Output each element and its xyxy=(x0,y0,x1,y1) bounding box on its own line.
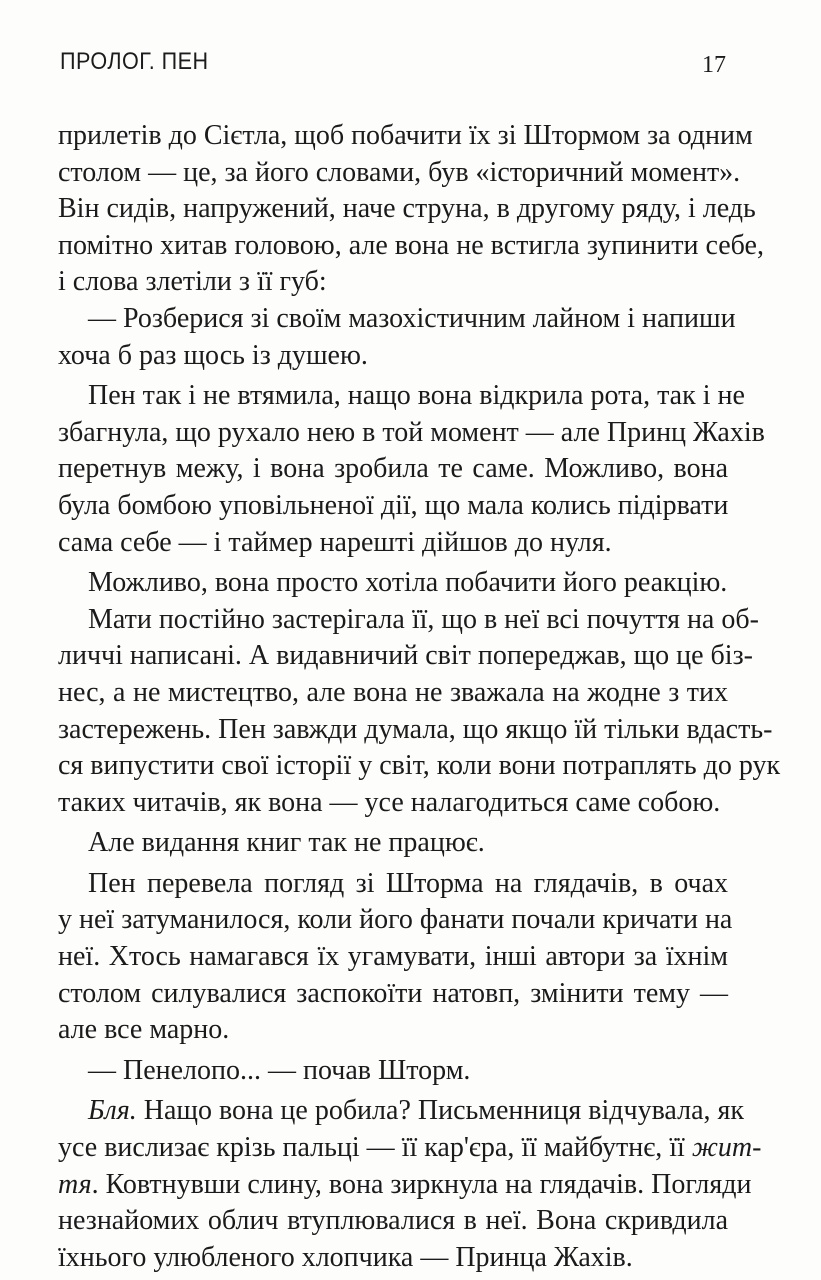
text-line: неї. Хтось намагався їх угамувати, інші автори за їхнім xyxy=(58,941,728,973)
text-line: Мати постійно застерігала її, що в неї всі почуття на об- xyxy=(88,603,759,635)
text-line: була бомбою уповільненої дії, що мала колись підірвати xyxy=(58,489,729,521)
text-line xyxy=(58,1093,744,1130)
text-fragment: . Ковтнувши слину, вона зиркнула на глядачів. Погляди xyxy=(91,1168,752,1200)
italic-word: Бля. xyxy=(88,1095,137,1127)
text-fragment: усе вислизає крізь пальці — її кар'єра, її майбутнє, її xyxy=(58,1132,692,1164)
text-line: і слова злетіли з її губ: xyxy=(58,266,327,298)
text-line: але все марно. xyxy=(58,1014,230,1046)
text-line: ся випустити свої історії у світ, коли вони потраплять до рук xyxy=(58,750,781,782)
text-line xyxy=(58,1167,752,1204)
text-line: у неї затуманилося, коли його фанати почали кричати на xyxy=(58,904,733,936)
text-line: помітно хитав головою, але вона не встигла зупинити себе, xyxy=(58,229,764,261)
text-line: Можливо, вона просто хотіла побачити його реакцію. xyxy=(88,567,728,599)
text-line: столом — це, за його словами, був «історичний момент». xyxy=(58,156,741,188)
text-line xyxy=(58,1130,762,1167)
text-line: Пен так і не втямила, нащо вона відкрила рота, так і не xyxy=(88,380,745,412)
text-line: Але видання книг так не працює. xyxy=(88,827,485,859)
text-line: хоча б раз щось із душею. xyxy=(58,339,368,371)
body-text xyxy=(58,118,781,1276)
text-line: столом силувалися заспокоїти натовп, змінити тему — xyxy=(58,977,728,1009)
page-header xyxy=(60,48,726,88)
text-line: прилетів до Сієтла, щоб побачити їх зі Штормом за одним xyxy=(58,120,753,151)
page-number: 17 xyxy=(702,52,726,78)
running-head: ПРОЛОГ. ПЕН xyxy=(60,48,209,75)
text-line: — Пенелопо... — почав Шторм. xyxy=(88,1054,471,1086)
text-line: незнайомих облич втуплювалися в неї. Вона скривдила xyxy=(58,1205,728,1237)
text-line: личчі написані. А видавничий світ попереджав, що це біз- xyxy=(58,640,753,672)
text-line: збагнула, що рухало нею в той момент — але Принц Жахів xyxy=(58,416,765,448)
text-line: застережень. Пен завжди думала, що якщо їй тільки вдасть- xyxy=(58,713,773,745)
text-line: Пен перевела погляд зі Шторма на глядачів, в очах xyxy=(88,867,728,899)
text-line: таких читачів, як вона — усе налагодиться саме собою. xyxy=(58,786,721,818)
text-line: сама себе — і таймер нарешті дійшов до нуля. xyxy=(58,526,612,558)
text-line: нес, а не мистецтво, але вона не зважала на жодне з тих xyxy=(58,676,728,708)
italic-word: жит- xyxy=(691,1132,762,1164)
text-line: — Розберися зі своїм мазохістичним лайном і напиши xyxy=(88,302,736,334)
text-fragment: Нащо вона це робила? Письменниця відчувала, як xyxy=(136,1095,744,1127)
italic-word: тя xyxy=(58,1168,92,1200)
text-line: їхнього улюбленого хлопчика — Принца Жахів. xyxy=(58,1241,633,1273)
text-line: Він сидів, напружений, наче струна, в другому ряду, і ледь xyxy=(58,193,756,225)
text-line: перетнув межу, і вона зробила те саме. Можливо, вона xyxy=(58,453,728,485)
